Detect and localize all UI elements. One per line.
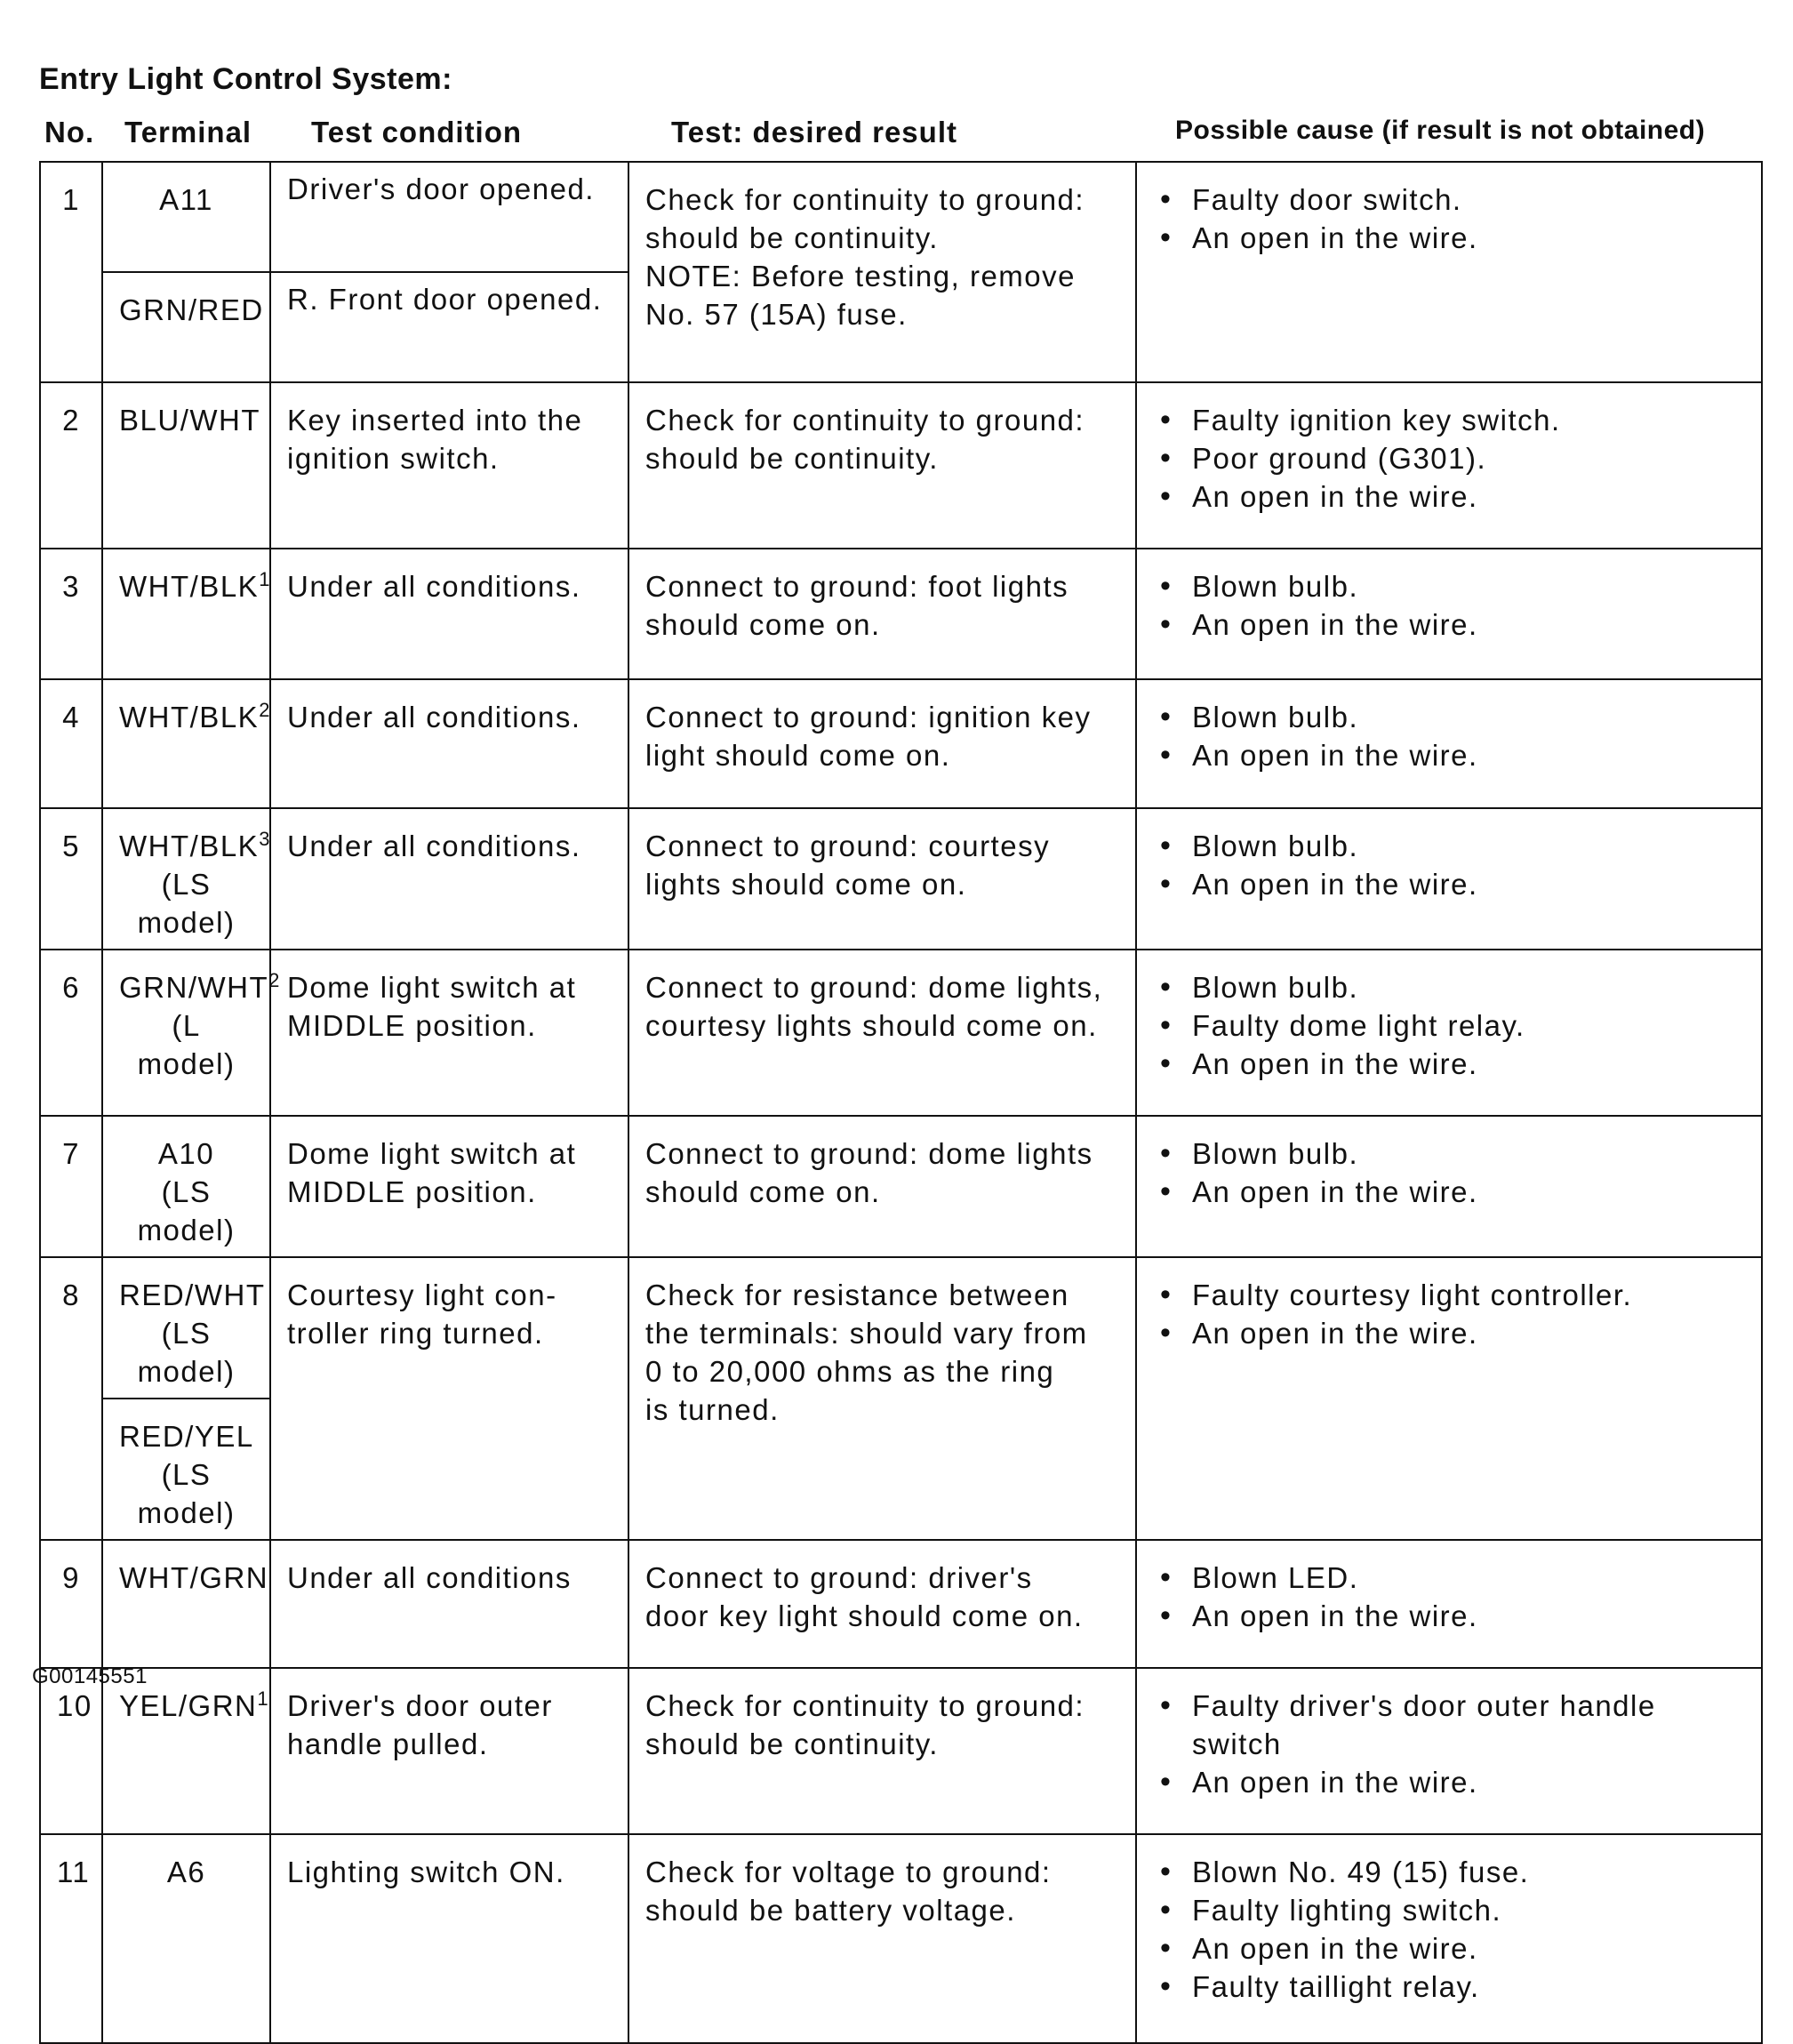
result-cell bbox=[628, 950, 1136, 1116]
entry-light-test-table bbox=[39, 161, 1763, 2044]
cause-list bbox=[1153, 827, 1745, 903]
terminal-model: (LS model) bbox=[137, 1317, 236, 1388]
cause-item: • Faulty taillight relay. bbox=[1153, 1968, 1745, 2006]
table-row bbox=[40, 679, 1762, 808]
header-test-condition: Test condition bbox=[311, 116, 523, 148]
result-line: should come on. bbox=[645, 1175, 881, 1208]
row-number: 2 bbox=[40, 382, 102, 549]
condition-cell bbox=[270, 950, 628, 1116]
result-line: should be continuity. bbox=[645, 442, 939, 475]
condition-line: Driver's door outer bbox=[287, 1689, 553, 1722]
cause-cell bbox=[1136, 679, 1762, 808]
result-cell bbox=[628, 1540, 1136, 1668]
table-row bbox=[40, 162, 1762, 272]
condition-line: handle pulled. bbox=[287, 1727, 489, 1760]
cause-cell bbox=[1136, 1540, 1762, 1668]
result-line: light should come on. bbox=[645, 739, 951, 772]
terminal-code: A11 bbox=[159, 183, 213, 216]
table-row bbox=[40, 549, 1762, 679]
result-cell bbox=[628, 162, 1136, 382]
cause-cell bbox=[1136, 382, 1762, 549]
cause-list bbox=[1153, 968, 1745, 1083]
condition-cell bbox=[270, 1834, 628, 2043]
row-number: 8 bbox=[40, 1257, 102, 1540]
terminal-cell bbox=[102, 272, 270, 382]
terminal-cell bbox=[102, 950, 281, 1116]
condition-line: Dome light switch at bbox=[287, 971, 577, 1004]
terminal-cell bbox=[102, 1668, 270, 1834]
cause-list bbox=[1153, 1134, 1745, 1211]
result-line: Check for resistance between bbox=[645, 1279, 1069, 1311]
condition-cell bbox=[270, 1668, 628, 1834]
cause-list bbox=[1153, 698, 1745, 774]
result-line: Connect to ground: dome lights bbox=[645, 1137, 1093, 1170]
terminal-cell bbox=[102, 1540, 270, 1668]
terminal-cell bbox=[102, 679, 270, 808]
condition-line: ignition switch. bbox=[287, 442, 500, 475]
result-line: lights should come on. bbox=[645, 868, 967, 901]
cause-item: • An open in the wire. bbox=[1153, 736, 1745, 774]
cause-list bbox=[1153, 1853, 1745, 2006]
condition-line: troller ring turned. bbox=[287, 1317, 544, 1350]
cause-item: • An open in the wire. bbox=[1153, 865, 1745, 903]
terminal-model: (LS model) bbox=[137, 868, 236, 939]
cause-item: • Blown bulb. bbox=[1153, 567, 1745, 605]
cause-item: • An open in the wire. bbox=[1153, 1045, 1745, 1083]
result-cell bbox=[628, 549, 1136, 679]
condition-cell bbox=[270, 549, 628, 679]
cause-cell bbox=[1136, 549, 1762, 679]
cause-list bbox=[1153, 401, 1745, 516]
terminal-code: RED/WHT bbox=[119, 1279, 266, 1311]
terminal-code: YEL/GRN bbox=[119, 1689, 258, 1722]
result-cell bbox=[628, 1257, 1136, 1540]
row-number: 5 bbox=[40, 808, 102, 950]
condition-cell bbox=[270, 1257, 628, 1540]
condition-line: Courtesy light con- bbox=[287, 1279, 557, 1311]
header-no: No. bbox=[44, 116, 95, 148]
condition-line: Lighting switch ON. bbox=[287, 1856, 565, 1888]
condition-line: Under all conditions bbox=[287, 1561, 572, 1594]
cause-item: • Faulty courtesy light controller. bbox=[1153, 1276, 1745, 1314]
terminal-model: (LS model) bbox=[137, 1458, 236, 1529]
result-cell bbox=[628, 808, 1136, 950]
result-cell bbox=[628, 382, 1136, 549]
result-line: Connect to ground: foot lights bbox=[645, 570, 1069, 603]
result-line: courtesy lights should come on. bbox=[645, 1009, 1098, 1042]
table-row bbox=[40, 950, 1762, 1116]
header-desired-result: Test: desired result bbox=[671, 116, 957, 148]
result-line: Connect to ground: ignition key bbox=[645, 701, 1092, 733]
cause-cell bbox=[1136, 1668, 1762, 1834]
terminal-model: (LS model) bbox=[137, 1175, 236, 1246]
result-line: Connect to ground: dome lights, bbox=[645, 971, 1103, 1004]
condition-line: Driver's door opened. bbox=[287, 172, 595, 205]
result-line: Connect to ground: courtesy bbox=[645, 830, 1051, 862]
result-cell bbox=[628, 679, 1136, 808]
condition-cell bbox=[270, 1116, 628, 1257]
row-number: 6 bbox=[40, 950, 102, 1116]
terminal-cell bbox=[102, 808, 270, 950]
condition-cell bbox=[270, 679, 628, 808]
cause-cell bbox=[1136, 162, 1762, 382]
result-line: should come on. bbox=[645, 608, 881, 641]
terminal-cell bbox=[102, 1399, 270, 1540]
cause-item: • Blown bulb. bbox=[1153, 827, 1745, 865]
cause-item: • Faulty driver's door outer handle switch bbox=[1153, 1687, 1745, 1763]
table-row bbox=[40, 1257, 1762, 1399]
result-line: No. 57 (15A) fuse. bbox=[645, 298, 908, 331]
condition-line: Under all conditions. bbox=[287, 570, 581, 603]
figure-id: G00145551 bbox=[32, 1664, 148, 1688]
result-line: Check for voltage to ground: bbox=[645, 1856, 1052, 1888]
terminal-code: WHT/GRN bbox=[119, 1561, 269, 1594]
result-line: NOTE: Before testing, remove bbox=[645, 260, 1077, 293]
cause-item: • Faulty door switch. bbox=[1153, 180, 1745, 219]
row-number: 9 bbox=[40, 1540, 102, 1668]
table-row bbox=[40, 808, 1762, 950]
header-terminal: Terminal bbox=[124, 116, 252, 148]
table-row bbox=[40, 1116, 1762, 1257]
result-line: should be battery voltage. bbox=[645, 1894, 1016, 1927]
row-number: 3 bbox=[40, 549, 102, 679]
condition-cell bbox=[270, 382, 628, 549]
result-line: should be continuity. bbox=[645, 1727, 939, 1760]
row-number: 4 bbox=[40, 679, 102, 808]
result-line: 0 to 20,000 ohms as the ring bbox=[645, 1355, 1055, 1388]
cause-list bbox=[1153, 567, 1745, 644]
cause-item: • An open in the wire. bbox=[1153, 1929, 1745, 1968]
cause-item: • Blown bulb. bbox=[1153, 968, 1745, 1006]
condition-line: Key inserted into the bbox=[287, 404, 583, 437]
condition-line: MIDDLE position. bbox=[287, 1175, 537, 1208]
terminal-footnote: 3 bbox=[259, 828, 271, 850]
result-line: is turned. bbox=[645, 1393, 780, 1426]
cause-item: • An open in the wire. bbox=[1153, 1763, 1745, 1801]
cause-item: • Blown No. 49 (15) fuse. bbox=[1153, 1853, 1745, 1891]
terminal-cell bbox=[102, 549, 270, 679]
row-number: 11 bbox=[40, 1834, 102, 2043]
terminal-code: A10 bbox=[157, 1137, 215, 1170]
cause-item: • An open in the wire. bbox=[1153, 1597, 1745, 1635]
cause-item: • Blown bulb. bbox=[1153, 1134, 1745, 1173]
terminal-cell bbox=[102, 1834, 270, 2043]
cause-item: • An open in the wire. bbox=[1153, 477, 1745, 516]
result-line: door key light should come on. bbox=[645, 1599, 1084, 1632]
condition-cell bbox=[270, 162, 628, 272]
condition-line: MIDDLE position. bbox=[287, 1009, 537, 1042]
terminal-code: GRN/WHT bbox=[119, 971, 269, 1004]
cause-item: • Blown LED. bbox=[1153, 1559, 1745, 1597]
terminal-code: WHT/BLK bbox=[119, 830, 260, 862]
result-cell bbox=[628, 1668, 1136, 1834]
page-title: Entry Light Control System: bbox=[39, 62, 452, 96]
terminal-code: A6 bbox=[166, 1856, 206, 1888]
cause-item: • Poor ground (G301). bbox=[1153, 439, 1745, 477]
row-number: 1 bbox=[40, 162, 102, 382]
cause-list bbox=[1153, 1276, 1745, 1352]
result-line: should be continuity. bbox=[645, 221, 939, 254]
row-number: 10 bbox=[40, 1668, 102, 1834]
condition-cell bbox=[270, 272, 628, 382]
condition-line: Under all conditions. bbox=[287, 701, 581, 733]
cause-item: • Faulty ignition key switch. bbox=[1153, 401, 1745, 439]
terminal-code: WHT/BLK bbox=[119, 701, 260, 733]
result-cell bbox=[628, 1834, 1136, 2043]
terminal-footnote: 1 bbox=[259, 568, 271, 590]
table-body bbox=[40, 162, 1762, 2043]
terminal-cell bbox=[102, 1257, 270, 1399]
terminal-cell bbox=[102, 162, 270, 272]
cause-cell bbox=[1136, 1116, 1762, 1257]
cause-item: • An open in the wire. bbox=[1153, 1173, 1745, 1211]
condition-line: R. Front door opened. bbox=[287, 283, 603, 316]
cause-item: • Faulty dome light relay. bbox=[1153, 1006, 1745, 1045]
cause-item: • An open in the wire. bbox=[1153, 605, 1745, 644]
terminal-footnote: 2 bbox=[259, 699, 271, 721]
table-row bbox=[40, 1668, 1762, 1834]
result-line: Check for continuity to ground: bbox=[645, 404, 1085, 437]
terminal-footnote: 1 bbox=[257, 1687, 270, 1710]
table-row bbox=[40, 1834, 1762, 2043]
result-line: Connect to ground: driver's bbox=[645, 1561, 1033, 1594]
terminal-cell bbox=[102, 1116, 270, 1257]
cause-list bbox=[1153, 1559, 1745, 1635]
cause-cell bbox=[1136, 1257, 1762, 1540]
terminal-model: (L model) bbox=[137, 1009, 236, 1080]
cause-cell bbox=[1136, 1834, 1762, 2043]
condition-cell bbox=[270, 1540, 628, 1668]
cause-cell bbox=[1136, 808, 1762, 950]
result-line: Check for continuity to ground: bbox=[645, 1689, 1085, 1722]
condition-cell bbox=[270, 808, 628, 950]
table-row bbox=[40, 1540, 1762, 1668]
result-line: the terminals: should vary from bbox=[645, 1317, 1088, 1350]
terminal-code: BLU/WHT bbox=[119, 404, 260, 437]
cause-cell bbox=[1136, 950, 1762, 1116]
row-number: 7 bbox=[40, 1116, 102, 1257]
result-cell bbox=[628, 1116, 1136, 1257]
result-line: Check for continuity to ground: bbox=[645, 183, 1085, 216]
cause-item: • An open in the wire. bbox=[1153, 219, 1745, 257]
terminal-code: RED/YEL bbox=[119, 1420, 254, 1453]
terminal-code: GRN/RED bbox=[119, 293, 264, 326]
terminal-footnote: 2 bbox=[268, 969, 281, 991]
cause-list bbox=[1153, 180, 1745, 257]
cause-item: • An open in the wire. bbox=[1153, 1314, 1745, 1352]
condition-line: Dome light switch at bbox=[287, 1137, 577, 1170]
condition-line: Under all conditions. bbox=[287, 830, 581, 862]
cause-item: • Blown bulb. bbox=[1153, 698, 1745, 736]
terminal-cell bbox=[102, 382, 270, 549]
table-row bbox=[40, 382, 1762, 549]
terminal-code: WHT/BLK bbox=[119, 570, 260, 603]
header-possible-cause: Possible cause (if result is not obtained) bbox=[1175, 116, 1706, 145]
cause-item: • Faulty lighting switch. bbox=[1153, 1891, 1745, 1929]
